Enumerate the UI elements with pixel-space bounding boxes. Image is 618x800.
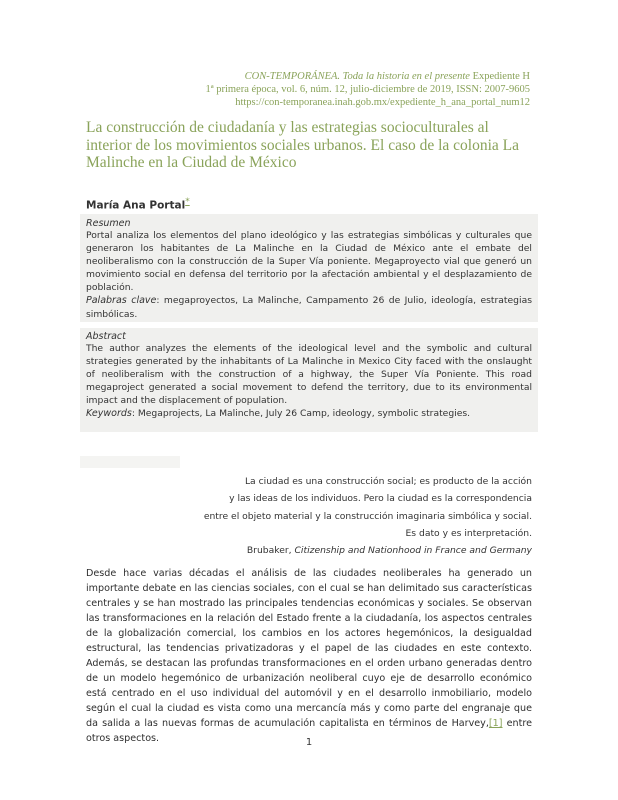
- resumen-text: Portal analiza los elementos del plano ideológico y las estrategias simbólicas y culturales que generaron los habitantes de La Malinche en la Ciudad de México ante el embate del neoliberalismo con la construcción de la Super Vía poniente. Megaproyecto vial que generó un movimiento social en defensa del territorio por la afectación ambiental y el desplazamiento de población.: [86, 230, 532, 294]
- resumen-label: Resumen: [86, 218, 131, 229]
- page-number: 1: [305, 737, 313, 748]
- body-text: Desde hace varias décadas el análisis de las ciudades neoliberales ha generado un importante debate en las ciencias sociales, con el cual se han delimitado sus características centrales y se han mostrado las principales tendencias económicas y sociales. Se observan las transformaciones en la relación del Estado frente a la ciudadanía, los aspectos centrales de la globalización comercial, los cambios en los actores hegemónicos, la desigualdad estructural, las tendencias privatizadoras y el papel de las ciudades en este contexto. Además, se destacan las profundas transformaciones en el orden urbano generadas dentro de un modelo hegemónico de urbanización neoliberal cuyo eje de desarrollo económico está centrado en el uso individual del automóvil y en el desarrollo inmobiliario, modelo según el cual la ciudad es vista como una mercancía más y como parte del engranaje que da salida a las nuevas formas de acumulación capitalista en términos de Harvey,: [86, 568, 532, 729]
- epigraph-source-author: Brubaker,: [246, 545, 295, 557]
- epigraph-source-title: Citizenship and Nationhood in France and Germany: [294, 545, 532, 557]
- epigraph-line: y las ideas de los individuos. Pero la ciudad es la correspondencia: [229, 493, 532, 505]
- journal-url[interactable]: https://con-temporanea.inah.gob.mx/expediente_h_ana_portal_num12: [235, 97, 530, 108]
- epigraph-source: [200, 542, 532, 559]
- journal-name: CON-TEMPORÁNEA. Toda la historia en el presente: [244, 71, 470, 82]
- journal-header: [110, 70, 530, 109]
- abstract-label: Abstract: [86, 331, 126, 342]
- article-title: La construcción de ciudadanía y las estrategias socioculturales al interior de los movimientos sociales urbanos. El caso de la colonia La Malinche en la Ciudad de México: [86, 119, 520, 171]
- abstract-section: [86, 331, 532, 421]
- author-footnote-link[interactable]: *: [185, 197, 190, 207]
- keywords-values: : Megaprojects, La Malinche, July 26 Camp, ideology, symbolic strategies.: [131, 408, 471, 420]
- epigraph-line: entre el objeto material y la construcción imaginaria simbólica y social.: [203, 510, 532, 522]
- author-line: [86, 197, 190, 212]
- palabras-clave-values: : megaproyectos, La Malinche, Campamento 26 de Julio, ideología, estrategias simbólicas.: [86, 295, 532, 320]
- journal-issue: 1ª primera época, vol. 6, núm. 12, julio-diciembre de 2019, ISSN: 2007-9605: [205, 84, 530, 95]
- resumen-keywords: [86, 294, 532, 320]
- epigraph-line: La ciudad es una construcción social; es producto de la acción: [244, 476, 532, 487]
- author-name: María Ana Portal: [86, 199, 186, 212]
- body-paragraph: [86, 566, 532, 746]
- resumen-section: [86, 218, 532, 321]
- body-text-end: entre otros aspectos.: [86, 718, 532, 744]
- abstract-text: The author analyzes the elements of the ideological level and the symbolic and cultural strategies generated by the inhabitants of La Malinche in Mexico City faced with the onslaught of neoliberalism with the construction of a highway, the Super Vía Poniente. This road megaproject generated a social movement to defend the territory, due to its environmental impact and the displacement of population.: [86, 343, 532, 407]
- epigraph-shade: [80, 456, 180, 468]
- keywords-label: Keywords: [86, 408, 132, 420]
- palabras-clave-label: Palabras clave: [86, 295, 157, 307]
- epigraph-line: Es dato y es interpretación.: [405, 527, 532, 539]
- footnote-link[interactable]: [1]: [488, 718, 503, 729]
- epigraph: [200, 473, 532, 559]
- abstract-keywords: [86, 407, 532, 420]
- journal-section: Expediente H: [472, 71, 530, 82]
